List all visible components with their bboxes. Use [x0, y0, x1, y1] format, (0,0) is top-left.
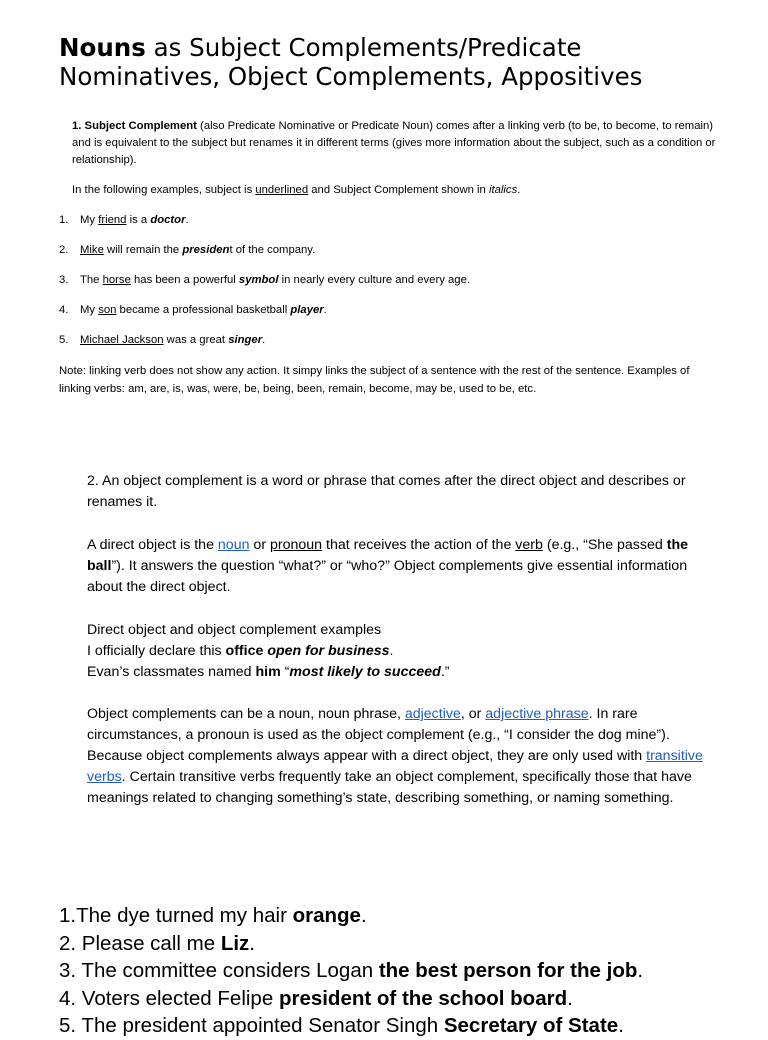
- example-post: in nearly every culture and every age.: [278, 274, 470, 286]
- legend-text-c: .: [517, 184, 521, 196]
- direct-object-text-d: (e.g., “She passed: [542, 537, 667, 553]
- sentence-text: 4. Voters elected Felipe: [59, 986, 279, 1010]
- forms-text-c: . In rare circumstances, a pronoun is used as the object complement (e.g., “I consider the dog mine”). Because object complements always appear with a direct object, they are only used with: [87, 706, 670, 764]
- legend-underlined: underlined: [255, 184, 309, 196]
- example-subject: friend: [98, 214, 127, 226]
- forms-text-d: . Certain transitive verbs frequently take an object complement, specifically those that have meanings related to changing something’s state, describing something, or naming something.: [87, 769, 692, 806]
- sentence-text: 3. The committee considers Logan: [59, 959, 379, 982]
- object-complement-examples: [87, 620, 717, 683]
- transitive-verbs-link[interactable]: transitive verbs: [87, 748, 703, 785]
- example-subject: Michael Jackson: [80, 334, 164, 346]
- forms-text-b: , or: [460, 706, 486, 722]
- example-item: [59, 332, 719, 349]
- practice-sentence: [59, 902, 759, 930]
- example-item: [59, 272, 719, 289]
- sentence-end: .: [360, 904, 367, 927]
- direct-object-paragraph: [87, 535, 717, 598]
- direct-object-text-c: that receives the action of the: [322, 537, 516, 553]
- adjective-link[interactable]: adjective: [404, 706, 461, 722]
- subject-complement-definition: [72, 118, 722, 169]
- title-rest: as Subject Complements/Predicate Nominatives, Object Complements, Appositives: [59, 33, 643, 91]
- example-subject: horse: [102, 274, 131, 286]
- example-post: t of the company.: [229, 244, 316, 256]
- example-mid: is a: [126, 214, 151, 226]
- example-mid: will remain the: [103, 244, 183, 256]
- legend-italics: italics: [488, 184, 518, 196]
- example-mid: was a great: [163, 334, 229, 346]
- example-pre: The: [80, 274, 103, 286]
- example-post: .: [262, 334, 266, 346]
- example-number: 5.: [59, 334, 69, 346]
- example-pre: My: [80, 214, 99, 226]
- direct-object-bold: the ball: [87, 537, 689, 574]
- example-pre: My: [80, 304, 99, 316]
- legend-text-a: In the following examples, subject is: [72, 184, 256, 196]
- practice-sentence: [59, 957, 759, 985]
- practice-sentence: [59, 930, 759, 958]
- example-post: .: [323, 304, 327, 316]
- example-complement: singer: [228, 334, 263, 346]
- object-complement-example: [87, 641, 717, 662]
- verb-word: verb: [515, 537, 543, 553]
- example-complement: presiden: [182, 244, 230, 256]
- adjective-phrase-link[interactable]: adjective phrase: [485, 706, 589, 722]
- example-item: [59, 212, 719, 229]
- direct-object-text-e: ”). It answers the question “what?” or “who?” Object complements give essential information about the direct object.: [87, 558, 688, 595]
- example-complement: player: [290, 304, 324, 316]
- example-end: .”: [440, 664, 450, 680]
- object-complement-forms-paragraph: [87, 704, 717, 809]
- example-complement: symbol: [238, 274, 279, 286]
- example-subject: Mike: [80, 244, 104, 256]
- sentence-end: .: [618, 1014, 624, 1037]
- example-number: 4.: [59, 304, 69, 316]
- noun-link[interactable]: noun: [217, 537, 250, 553]
- example-post: .: [185, 214, 189, 226]
- object-complement-example: [87, 662, 717, 683]
- sentence-end: .: [567, 986, 573, 1010]
- forms-text-a: Object complements can be a noun, noun phrase,: [87, 706, 405, 722]
- examples-legend: [72, 182, 722, 199]
- legend-text-b: and Subject Complement shown in: [308, 184, 489, 196]
- object-complement-definition: 2. An object complement is a word or phrase that comes after the direct object and describes or renames it.: [87, 473, 686, 510]
- example-item: [59, 242, 719, 259]
- direct-object-text-a: A direct object is the: [87, 537, 218, 553]
- sentence-end: .: [637, 959, 644, 982]
- example-object-complement: most likely to succeed: [289, 664, 441, 680]
- example-object: him: [255, 664, 281, 680]
- direct-object-text-b: or: [249, 537, 270, 553]
- sentence-complement: the best person for the job: [378, 959, 638, 982]
- pronoun-word: pronoun: [269, 537, 323, 553]
- sentence-complement: Liz: [220, 931, 250, 955]
- example-number: 1.: [59, 214, 69, 226]
- example-number: 2.: [59, 244, 69, 256]
- example-text: I officially declare this: [87, 643, 226, 659]
- example-text-b: “: [280, 664, 290, 680]
- title-bold-word: Nouns: [59, 33, 146, 62]
- example-object: office: [225, 643, 264, 659]
- example-number: 3.: [59, 274, 69, 286]
- example-object-complement: open for business: [267, 643, 390, 659]
- document-title: [59, 33, 749, 91]
- sentence-complement: president of the school board: [278, 986, 568, 1010]
- example-mid: has been a powerful: [130, 274, 239, 286]
- sentence-text: 5. The president appointed Senator Singh: [59, 1014, 444, 1037]
- example-end: .: [389, 643, 394, 659]
- examples-heading: Direct object and object complement examples: [87, 622, 382, 638]
- linking-verb-note: Note: linking verb does not show any action. It simpy links the subject of a sentence with the rest of the sentence. Examples of linking verbs: am, are, is, was, were, be, being, been, remain, become, may be, used to be, etc.: [59, 365, 690, 395]
- example-text: Evan’s classmates named: [87, 664, 256, 680]
- practice-sentence: [59, 985, 759, 1013]
- practice-sentence: [59, 1012, 759, 1040]
- example-item: [59, 302, 719, 319]
- sentence-end: .: [249, 931, 255, 955]
- subject-complement-heading: 1. Subject Complement: [72, 120, 197, 132]
- sentence-text: 2. Please call me: [59, 931, 221, 955]
- subject-complement-text: (also Predicate Nominative or Predicate Noun) comes after a linking verb (to be, to become, to remain) and is equivalent to the subject but renames it in different terms (gives more information about the subject, such as a condition or relationship).: [72, 120, 716, 166]
- sentence-text: 1.The dye turned my hair: [59, 904, 293, 927]
- example-complement: doctor: [150, 214, 186, 226]
- example-subject: son: [98, 304, 117, 316]
- sentence-complement: orange: [292, 904, 361, 927]
- example-mid: became a professional basketball: [116, 304, 291, 316]
- sentence-complement: Secretary of State: [443, 1014, 619, 1037]
